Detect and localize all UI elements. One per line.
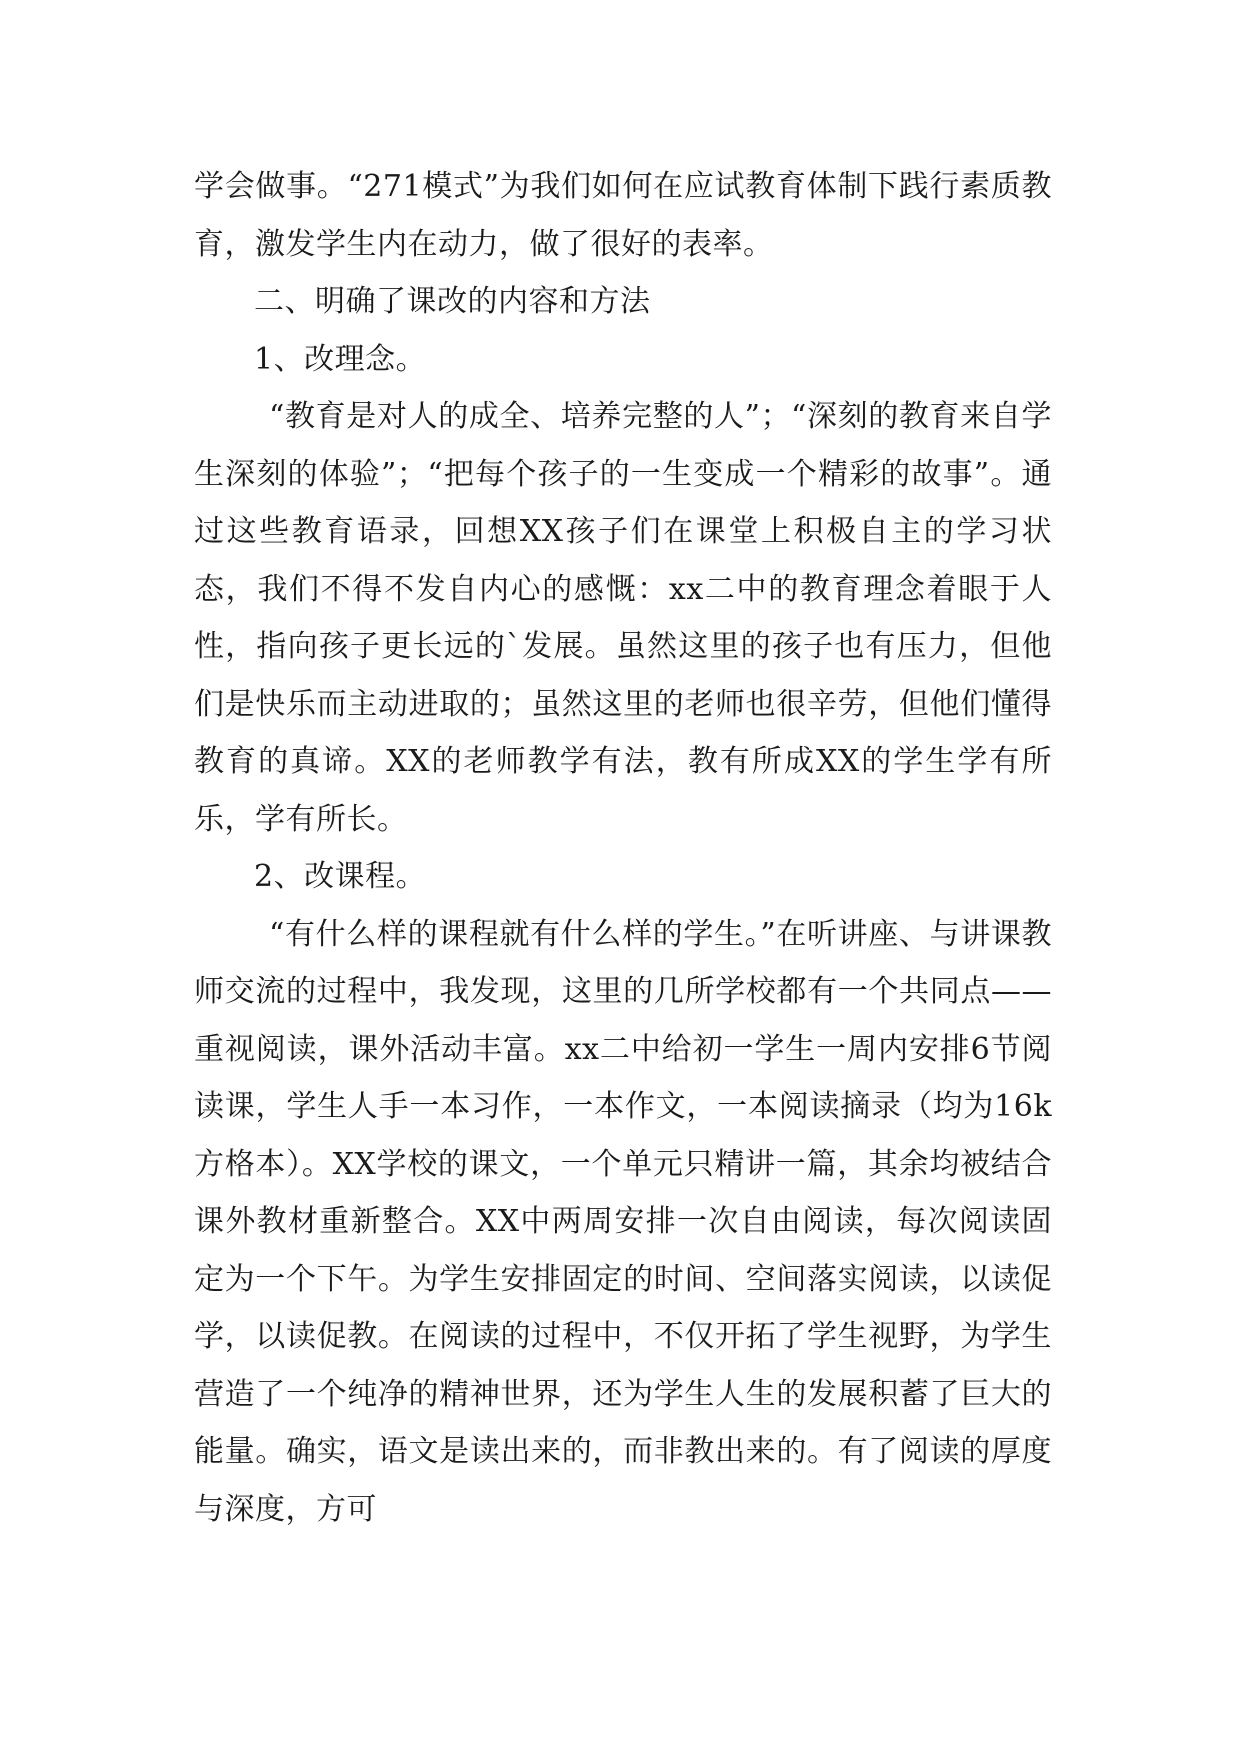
section-heading: 二、明确了课改的内容和方法 <box>254 284 651 319</box>
paragraph-body-1: “教育是对人的成全、培养完整的人”；“深刻的教育来自学生深刻的体验”；“把每个孩子的一生变成一个精彩的故事”。通过这些教育语录，回想XX孩子们在课堂上积极自主的学习状态，我们不得不发自内心的感慨：xx二中的教育理念着眼于人性，指向孩子更长远的`发展。虽然这里的孩子也有压力，但他们是快乐而主动进取的；虽然这里的老师也很辛劳，但他们懂得教育的真谛。XX的老师教学有法，教有所成XX的学生学有所乐，学有所长。 <box>194 399 1052 837</box>
subheading-2: 2、改课程。 <box>254 859 427 894</box>
paragraph-continuation: 学会做事。“271模式”为我们如何在应试教育体制下践行素质教育，激发学生内在动力，做了很好的表率。 <box>194 169 1052 262</box>
document-page <box>194 158 1052 1538</box>
subheading-1: 1、改理念。 <box>254 341 427 377</box>
paragraph-body-2: “有什么样的课程就有什么样的学生。”在听讲座、与讲课教师交流的过程中，我发现，这里的几所学校都有一个共同点——重视阅读，课外活动丰富。xx二中给初一学生一周内安排6节阅读课，学生人手一本习作，一本作文，一本阅读摘录（均为16k方格本）。XX学校的课文，一个单元只精讲一篇，其余均被结合课外教材重新整合。XX中两周安排一次自由阅读，每次阅读固定为一个下午。为学生安排固定的时间、空间落实阅读，以读促学，以读促教。在阅读的过程中，不仅开拓了学生视野，为学生营造了一个纯净的精神世界，还为学生人生的发展积蓄了巨大的能量。确实，语文是读出来的，而非教出来的。有了阅读的厚度与深度，方可 <box>194 916 1052 1527</box>
